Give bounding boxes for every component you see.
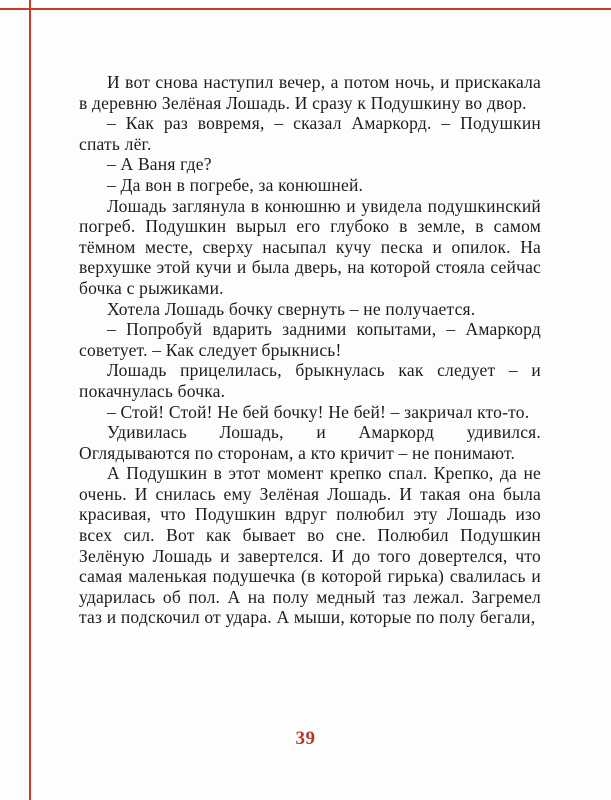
paragraph: Удивилась Лошадь, и Амаркорд удивился. Оглядываются по сторонам, а кто кричит – не понимают. [79, 422, 541, 463]
paragraph: – А Ваня где? [107, 154, 212, 175]
paragraph: – Стой! Стой! Не бей бочку! Не бей! – закричал кто-то. [107, 401, 530, 422]
paragraph: – Да вон в погребе, за конюшней. [107, 174, 364, 195]
paragraph: А Подушкин в этот момент крепко спал. Крепко, да не очень. И снилась ему Зелёная Лошадь. И такая она была красивая, что Подушкин вдруг полюбил эту Лошадь изо всех сил. Вот как бывает во сне. Полюбил Подушкин Зелёную Лошадь и завертелся. И до того довертелся, что самая маленькая подушечка (в которой гирька) свалилась и ударилась об пол. А на полу медный таз лежал. Загремел таз и подскочил от удара. А мыши, которые по полу бегали, [79, 463, 541, 628]
paragraph: Лошадь заглянула в конюшню и увидела подушкинский погреб. Подушкин вырыл его глубоко в земле, в самом тёмном месте, сверху насыпал кучу песка и опилок. На верхушке этой кучи и была дверь, на которой стояла сейчас бочка с рыжиками. [79, 195, 541, 298]
story-text [79, 72, 541, 628]
paragraph: И вот снова наступил вечер, а потом ночь, и прискакала в деревню Зелёная Лошадь. И сразу к Подушкину во двор. [79, 72, 541, 113]
page-number: 39 [295, 728, 316, 749]
page-frame-top-line [0, 8, 611, 10]
paragraph: Хотела Лошадь бочку свернуть – не получается. [107, 298, 476, 319]
page-frame-left-line [29, 0, 31, 800]
paragraph: Лошадь прицелилась, брыкнулась как следует – и покачнулась бочка. [79, 360, 541, 401]
paragraph: – Как раз вовремя, – сказал Амаркорд. – Подушкин спать лёг. [79, 113, 541, 154]
paragraph: – Попробуй вдарить задними копытами, – Амаркорд советует. – Как следует брыкнись! [79, 319, 541, 360]
